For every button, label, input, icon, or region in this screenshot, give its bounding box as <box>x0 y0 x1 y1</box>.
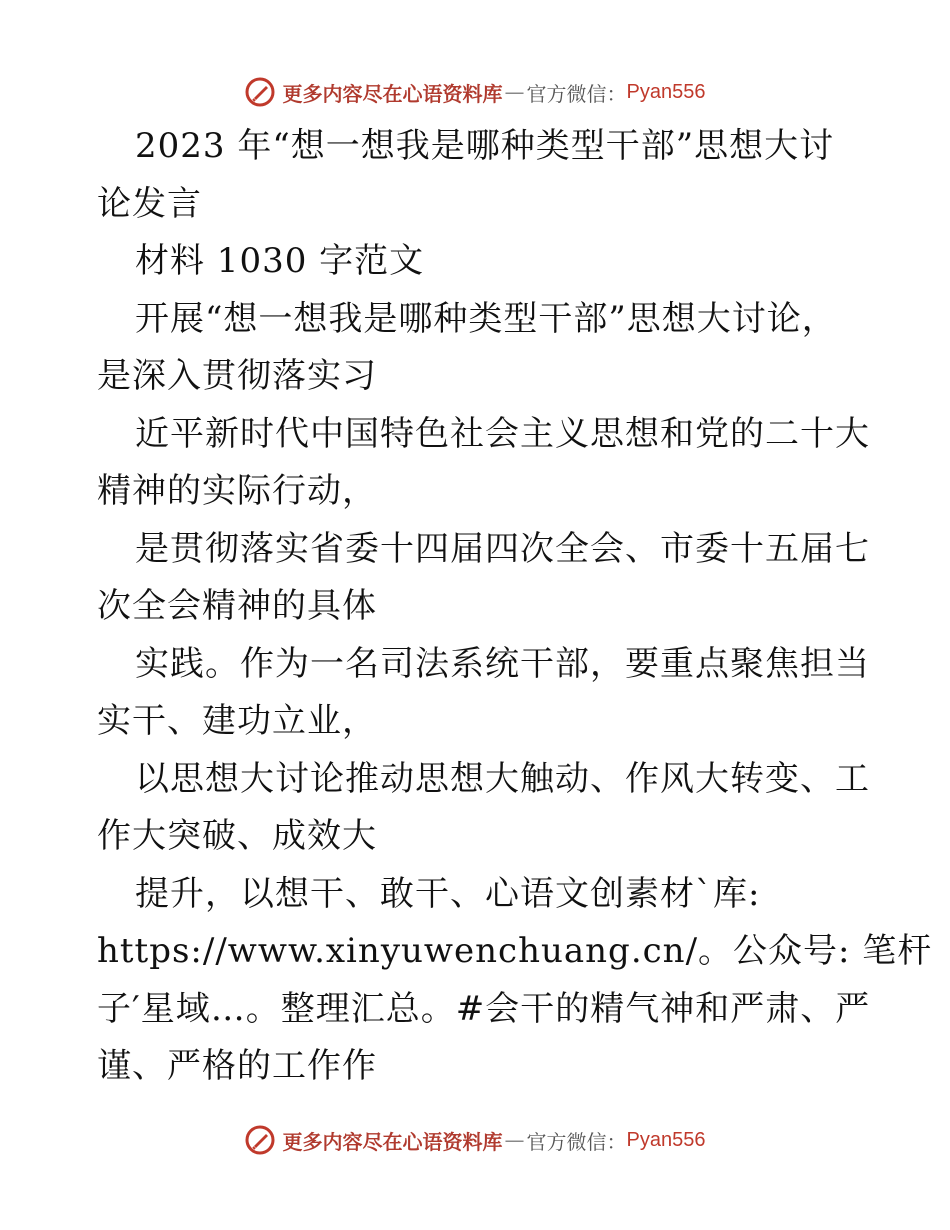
body-line-url: https://www.xinyuwenchuang.cn/。公众号: 笔杆 <box>97 931 933 971</box>
subtitle-line: 材料 1030 字范文 <box>135 241 425 281</box>
body-line: 谨、严格的工作作 <box>97 1046 377 1086</box>
body-line: 开展“想一想我是哪种类型干部”思想大讨论， <box>135 298 837 339</box>
body-line: 次全会精神的具体 <box>97 586 377 626</box>
banner-separator: — <box>504 80 525 104</box>
body-line: 精神的实际行动， <box>97 471 377 511</box>
banner-wechat-label: 官方微信： <box>526 81 627 106</box>
body-line: 近平新时代中国特色社会主义思想和党的二十大 <box>135 413 870 454</box>
footer-banner <box>0 1120 950 1160</box>
banner-lead-text: 更多内容尽在心语资料库 <box>282 81 503 106</box>
body-line: 作大突破、成效大 <box>97 816 377 856</box>
title-line-2: 论发言 <box>97 183 202 224</box>
banner-wechat-label: 官方微信： <box>526 1129 627 1154</box>
body-line: 是深入贯彻落实习 <box>97 356 377 396</box>
body-line: 以思想大讨论推动思想大触动、作风大转变、工 <box>135 758 870 799</box>
document-body <box>97 118 933 1096</box>
header-banner <box>0 72 950 112</box>
quill-logo-icon <box>245 1125 275 1155</box>
banner-separator: — <box>504 1128 525 1152</box>
banner-wechat-id: Pyan556 <box>626 1128 706 1151</box>
body-line: 子′星域…。整理汇总。#会干的精气神和严肃、严 <box>97 988 871 1029</box>
quill-logo-icon <box>245 77 275 107</box>
body-line: 提升，以想干、敢干、心语文创素材`库: <box>135 873 761 914</box>
banner-wechat-id: Pyan556 <box>626 80 706 103</box>
banner-lead-text: 更多内容尽在心语资料库 <box>282 1129 503 1154</box>
body-line: 实践。作为一名司法系统干部，要重点聚焦担当 <box>135 643 870 684</box>
title-line-1: 2023 年“想一想我是哪种类型干部”思想大讨 <box>135 126 835 166</box>
body-line: 是贯彻落实省委十四届四次全会、市委十五届七 <box>135 528 870 569</box>
body-line: 实干、建功立业， <box>97 701 377 741</box>
